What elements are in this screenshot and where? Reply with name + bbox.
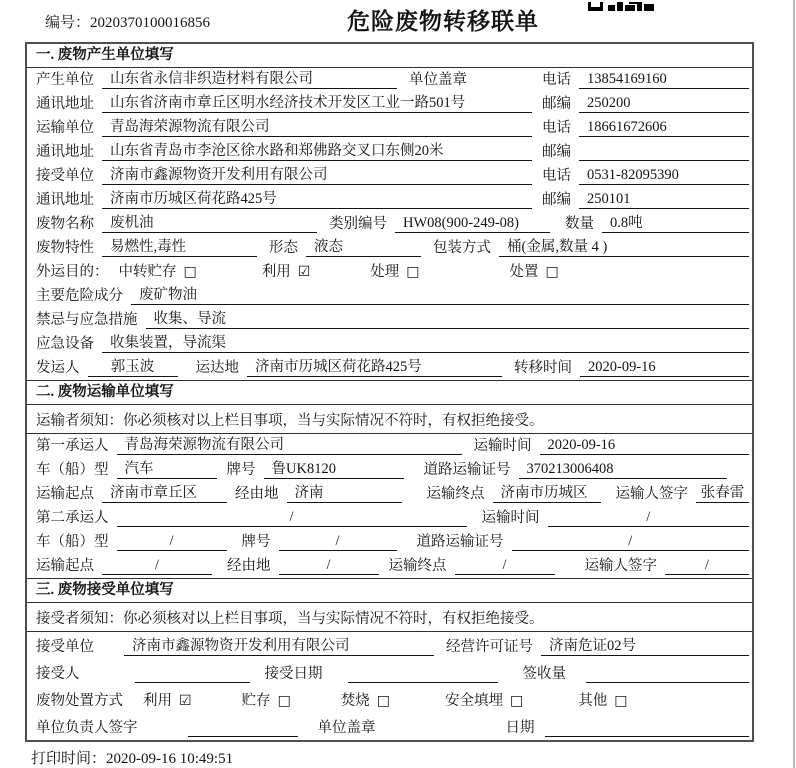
purpose-option-dispose xyxy=(510,260,559,281)
accept-unit-row xyxy=(27,632,752,659)
producer-value: 山东省永信非织造材料有限公司 xyxy=(102,67,397,89)
unit-seal3-label: 单位盖章 xyxy=(317,720,376,736)
checkbox-unchecked-icon: □ xyxy=(545,264,559,280)
vehicle1-row xyxy=(27,458,752,482)
acceptor-value xyxy=(135,666,250,683)
checkbox-unchecked-icon: □ xyxy=(376,693,391,709)
destination-label: 运达地 xyxy=(195,360,239,376)
producer-address-value: 山东省济南市章丘区明水经济技术开发区工业一路501号 xyxy=(102,91,532,113)
waste-form-label: 形态 xyxy=(269,240,298,256)
disposal-other-label: 其他 xyxy=(578,693,608,709)
dispatcher-label: 发运人 xyxy=(36,360,80,376)
section-receiver xyxy=(27,578,752,740)
page-edge-divider xyxy=(793,0,795,768)
accept-unit-label: 接受单位 xyxy=(36,639,94,655)
section3-heading: 三. 废物接受单位填写 xyxy=(27,579,752,603)
waste-qty-value: 0.8吨 xyxy=(602,211,749,233)
transfer-purpose-label: 外运目的： xyxy=(36,264,109,280)
transporter-address-label: 通讯地址 xyxy=(36,144,94,160)
transport-time-value: 2020-09-16 xyxy=(540,437,750,455)
producer-zip-label: 邮编 xyxy=(542,96,571,112)
disposal-option-other xyxy=(578,689,627,710)
route2-via-label: 经由地 xyxy=(227,558,271,574)
checkbox-unchecked-icon: □ xyxy=(277,693,291,709)
transporter-address-row xyxy=(27,140,752,164)
transporter-zip-value xyxy=(579,144,749,161)
producer-phone-value: 13854169160 xyxy=(579,71,749,89)
route2-start-label: 运输起点 xyxy=(36,558,94,574)
disposal-method-label: 废物处置方式 xyxy=(36,693,123,709)
producer-phone-label: 电话 xyxy=(542,72,571,88)
vehicle2-row xyxy=(27,530,752,554)
road-license-label: 道路运输证号 xyxy=(423,462,511,478)
hazard-component-label: 主要危险成分 xyxy=(36,288,123,304)
carrier2-signature-label: 运输人签字 xyxy=(584,558,657,574)
route1-row xyxy=(27,482,752,506)
vehicle-type2-value: / xyxy=(117,533,227,551)
carrier-signature-value: 张春雷 xyxy=(696,481,749,503)
packing-label: 包装方式 xyxy=(433,240,491,256)
checkbox-unchecked-icon: □ xyxy=(510,693,524,709)
destination-value: 济南市历城区荷花路425号 xyxy=(247,355,502,377)
emergency-equipment-label: 应急设备 xyxy=(36,336,94,352)
receiver-label: 接受单位 xyxy=(36,168,94,184)
purpose-option-utilize xyxy=(262,260,311,281)
business-license-label: 经营许可证号 xyxy=(446,639,533,655)
emergency-measures-row xyxy=(27,308,752,332)
page-title: 危险废物转移联单 xyxy=(347,9,539,34)
producer-zip-value: 250200 xyxy=(579,95,749,113)
route2-via-value: / xyxy=(279,557,379,575)
section2-heading: 二. 废物运输单位填写 xyxy=(27,381,752,405)
waste-name-label: 废物名称 xyxy=(36,216,94,232)
checkbox-unchecked-icon: □ xyxy=(614,693,628,709)
route-end-label: 运输终点 xyxy=(426,486,485,502)
purpose-utilize-label: 利用 xyxy=(261,264,291,280)
transporter-phone-label: 电话 xyxy=(542,120,571,136)
receiver-phone-value: 0531-82095390 xyxy=(579,167,749,185)
second-carrier-label: 第二承运人 xyxy=(36,510,109,526)
route-start-value: 济南市章丘区 xyxy=(102,481,227,503)
section1-heading: 一. 废物产生单位填写 xyxy=(27,44,752,68)
receiver-address-label: 通讯地址 xyxy=(36,192,94,208)
disposal-landfill-label: 安全填埋 xyxy=(445,693,504,709)
first-carrier-row xyxy=(27,434,752,458)
qr-code-fragment xyxy=(588,0,654,17)
receiver-phone-label: 电话 xyxy=(542,168,571,184)
signed-qty-label: 签收量 xyxy=(522,666,566,682)
disposal-utilize-label: 利用 xyxy=(143,693,172,709)
date-value xyxy=(545,720,750,737)
serial-label: 编号： xyxy=(45,15,91,31)
producer-address-row xyxy=(27,92,752,116)
producer-address-label: 通讯地址 xyxy=(36,96,94,112)
dispatch-row xyxy=(27,356,752,380)
route2-start-value: / xyxy=(102,557,212,575)
route-start-label: 运输起点 xyxy=(36,486,94,502)
date-label: 日期 xyxy=(505,720,535,736)
checkbox-unchecked-icon: □ xyxy=(406,264,420,280)
responsible-signature-value xyxy=(188,720,298,737)
responsible-signature-row xyxy=(27,713,752,740)
receiver-address-value: 济南市历城区荷花路425号 xyxy=(102,187,532,209)
emergency-measures-label: 禁忌与应急措施 xyxy=(36,312,138,328)
purpose-option-treat xyxy=(370,260,419,281)
receiver-notice: 接受者须知：你必须核对以上栏目事项，当与实际情况不符时，有权拒绝接受。 xyxy=(27,603,752,632)
purpose-storage-label: 中转贮存 xyxy=(118,264,177,280)
transporter-zip-label: 邮编 xyxy=(542,144,571,160)
unit-seal-label: 单位盖章 xyxy=(409,72,467,88)
transport-time2-value: / xyxy=(548,509,750,527)
emergency-measures-value: 收集、导流 xyxy=(146,307,750,329)
plate-value: 鲁UK8120 xyxy=(264,457,404,479)
business-license-value: 济南危证02号 xyxy=(541,634,749,656)
hazardous-waste-transfer-form xyxy=(25,42,754,742)
receiver-zip-value: 250101 xyxy=(579,191,749,209)
transporter-address-value: 山东省青岛市李沧区徐水路和郑佛路交叉口东侧20米 xyxy=(102,139,532,161)
accept-date-value xyxy=(348,666,498,683)
disposal-incinerate-label: 焚烧 xyxy=(340,693,370,709)
waste-property-label: 废物特性 xyxy=(36,240,94,256)
signed-qty-value xyxy=(586,666,749,683)
print-time-value: 2020-09-16 10:49:51 xyxy=(106,751,234,767)
hazard-component-value: 废矿物油 xyxy=(131,283,749,305)
waste-form-value: 液态 xyxy=(306,235,421,257)
route2-end-label: 运输终点 xyxy=(388,558,447,574)
disposal-option-landfill xyxy=(445,689,523,710)
hazard-component-row xyxy=(27,284,752,308)
disposal-storage-label: 贮存 xyxy=(241,693,271,709)
purpose-dispose-label: 处置 xyxy=(509,264,539,280)
plate-label: 牌号 xyxy=(226,462,256,478)
first-carrier-label: 第一承运人 xyxy=(36,438,109,454)
waste-name-row xyxy=(27,212,752,236)
receiver-value: 济南市鑫源物资开发利用有限公司 xyxy=(102,163,532,185)
purpose-treat-label: 处理 xyxy=(370,264,400,280)
acceptor-label: 接受人 xyxy=(36,666,80,682)
transporter-notice: 运输者须知：你必须核对以上栏目事项，当与实际情况不符时，有权拒绝接受。 xyxy=(27,405,752,434)
transporter-row xyxy=(27,116,752,140)
carrier-signature-label: 运输人签字 xyxy=(615,486,688,502)
second-carrier-row xyxy=(27,506,752,530)
section-transport xyxy=(27,380,752,578)
print-time-line xyxy=(31,747,233,768)
carrier2-signature-value: / xyxy=(665,557,749,575)
accept-unit-value: 济南市鑫源物资开发利用有限公司 xyxy=(124,634,434,656)
purpose-option-storage xyxy=(119,260,197,281)
vehicle-type-label: 车（船）型 xyxy=(36,462,109,478)
producer-row xyxy=(27,68,752,92)
transporter-phone-value: 18661672606 xyxy=(579,119,749,137)
checkbox-checked-icon: ☑ xyxy=(179,693,192,709)
section-producer xyxy=(27,44,752,380)
road-license2-label: 道路运输证号 xyxy=(416,534,504,550)
road-license-value: 370213006408 xyxy=(519,461,728,479)
plate2-label: 牌号 xyxy=(241,534,271,550)
vehicle-type-value: 汽车 xyxy=(117,457,217,479)
disposal-option-storage xyxy=(242,689,291,710)
waste-qty-label: 数量 xyxy=(565,216,594,232)
responsible-signature-label: 单位负责人签字 xyxy=(36,720,138,736)
disposal-option-incinerate xyxy=(341,689,390,710)
route2-row xyxy=(27,554,752,578)
transport-time2-label: 运输时间 xyxy=(481,510,540,526)
emergency-equipment-value: 收集装置，导流渠 xyxy=(102,331,749,353)
disposal-method-row xyxy=(27,686,752,713)
waste-property-value: 易燃性,毒性 xyxy=(102,235,257,257)
transporter-label: 运输单位 xyxy=(36,120,94,136)
waste-name-value: 废机油 xyxy=(102,211,317,233)
transport-time-label: 运输时间 xyxy=(473,438,532,454)
route-end-value: 济南市历城区 xyxy=(493,481,601,503)
packing-value: 桶(金属,数量 4 ) xyxy=(499,235,749,257)
accept-date-label: 接受日期 xyxy=(264,666,323,682)
waste-code-label: 类别编号 xyxy=(329,216,387,232)
route-via-value: 济南 xyxy=(287,481,402,503)
road-license2-value: / xyxy=(512,533,750,551)
transfer-purpose-row xyxy=(27,260,752,284)
plate2-value: / xyxy=(279,533,397,551)
waste-code-value: HW08(900-249-08) xyxy=(395,215,550,233)
route-via-label: 经由地 xyxy=(235,486,279,502)
transfer-time-label: 转移时间 xyxy=(514,360,572,376)
route2-end-value: / xyxy=(455,557,555,575)
emergency-equipment-row xyxy=(27,332,752,356)
vehicle-type2-label: 车（船）型 xyxy=(36,534,109,550)
transfer-time-value: 2020-09-16 xyxy=(580,359,749,377)
acceptor-row xyxy=(27,659,752,686)
second-carrier-value: / xyxy=(117,509,467,527)
disposal-option-utilize xyxy=(143,689,192,710)
receiver-address-row xyxy=(27,188,752,212)
serial-value: 2020370100016856 xyxy=(90,15,211,31)
checkbox-unchecked-icon: □ xyxy=(183,264,197,280)
receiver-row xyxy=(27,164,752,188)
dispatcher-value: 郭玉波 xyxy=(88,355,178,377)
first-carrier-value: 青岛海荣源物流有限公司 xyxy=(117,433,462,455)
checkbox-checked-icon: ☑ xyxy=(297,264,311,280)
transporter-value: 青岛海荣源物流有限公司 xyxy=(102,115,532,137)
receiver-zip-label: 邮编 xyxy=(542,192,571,208)
print-time-label: 打印时间： xyxy=(31,751,107,767)
waste-property-row xyxy=(27,236,752,260)
producer-label: 产生单位 xyxy=(36,72,94,88)
